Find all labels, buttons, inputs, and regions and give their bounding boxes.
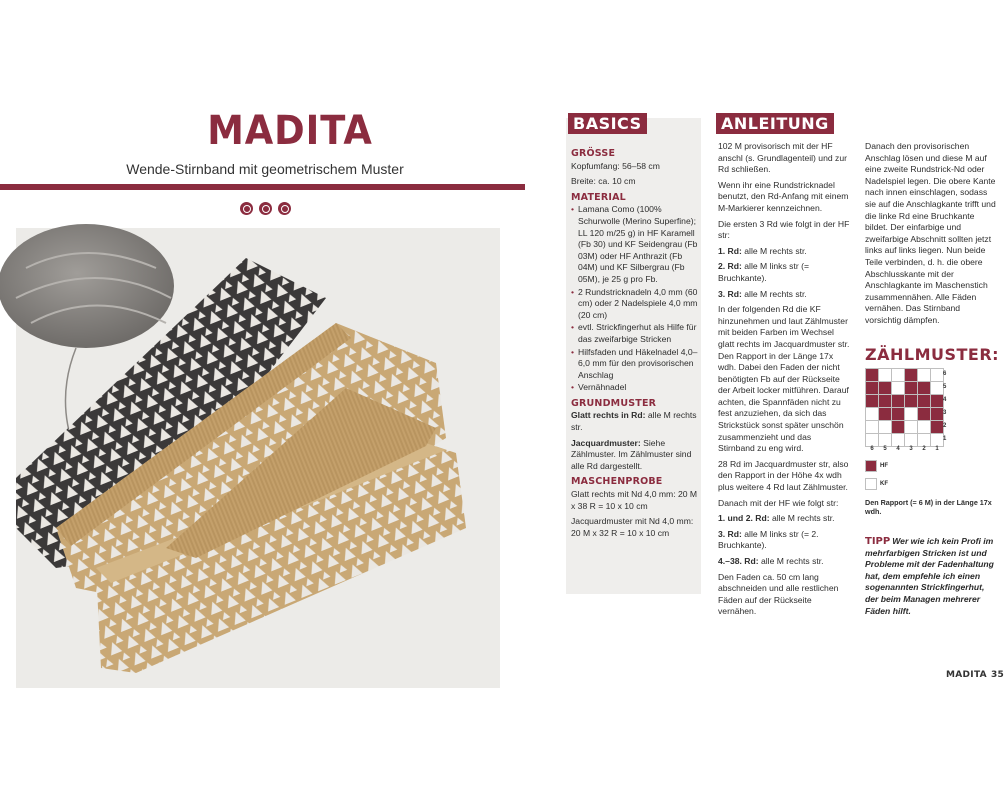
material-item: • Hilfsfaden und Häkelnadel 4,0–6,0 mm für den provisorischen Anschlag bbox=[571, 347, 699, 382]
chart-cell-kf bbox=[879, 434, 891, 446]
finishing-column bbox=[865, 141, 997, 331]
chart-cell-hf bbox=[918, 382, 930, 394]
chart-col-number: 6 bbox=[870, 446, 874, 452]
chart-col-number: 5 bbox=[883, 446, 887, 452]
glatt-text: Glatt rechts in Rd: alle M rechts str. bbox=[571, 410, 697, 433]
chart-cell-kf bbox=[866, 408, 878, 420]
material-heading: MATERIAL bbox=[571, 191, 626, 203]
chart-row-number: 3 bbox=[943, 410, 947, 416]
breite-text: Breite: ca. 10 cm bbox=[571, 176, 636, 187]
material-item: • 2 Rundstricknadeln 4,0 mm (60 cm) oder 2 Nadelspiele 4,0 mm (20 cm) bbox=[571, 287, 699, 322]
legend-kf-label: KF bbox=[880, 481, 888, 487]
page-subtitle: Wende-Stirnband mit geometrischem Muster bbox=[126, 161, 404, 177]
chart-cell-kf bbox=[918, 369, 930, 381]
chart-cell-hf bbox=[892, 408, 904, 420]
round-step: 1. und 2. Rd: alle M rechts str. bbox=[718, 513, 835, 524]
groesse-heading: GRÖSSE bbox=[571, 148, 616, 159]
chart-cell-kf bbox=[866, 434, 878, 446]
chart-cell-hf bbox=[866, 382, 878, 394]
chart-cell-kf bbox=[866, 421, 878, 433]
chart-cell-kf bbox=[918, 434, 930, 446]
chart-col-numbers bbox=[866, 446, 943, 452]
kopfumfang-text: Kopfumfang: 56–58 cm bbox=[571, 160, 660, 171]
chart-row-number: 1 bbox=[943, 436, 947, 442]
headband-illustration bbox=[16, 228, 500, 688]
page-number: 35 bbox=[990, 670, 1004, 680]
zaehlmuster-title: ZÄHLMUSTER: bbox=[865, 345, 1000, 364]
page-title: MADITA bbox=[207, 108, 373, 154]
anleitung-paragraph: 102 M provisorisch mit der HF anschl (s. Grundlagenteil) und zur Rd schließen. bbox=[718, 141, 847, 175]
tipp-box bbox=[865, 536, 997, 617]
chart-cell-hf bbox=[866, 395, 878, 407]
chart-col-number: 1 bbox=[935, 446, 939, 452]
tipp-text: Wer wie ich kein Profi im mehrfarbigen Stricken ist und Probleme mit der Fadenhaltung hat, dem empfehle ich einen sogenannten Strickfingerhut, der beim Managen mehrerer Fäden hilft. bbox=[865, 536, 994, 616]
material-item: • Lamana Como (100% Schurwolle (Merino Superfine); LL 120 m/25 g) in HF Karamell (Fb 30) und KF Seidengrau (Fb 03M) oder HF Anthrazit (Fb 04M) und KF Silbergrau (Fb 05M), je 25 g pro Fb. bbox=[571, 204, 699, 285]
tipp-label: TIPP bbox=[865, 536, 891, 547]
chart-cell-hf bbox=[879, 395, 891, 407]
difficulty-icons bbox=[240, 202, 291, 215]
yarn-ball-icon bbox=[240, 202, 253, 215]
chart-cell-hf bbox=[931, 408, 943, 420]
chart-col-number: 3 bbox=[909, 446, 913, 452]
legend-hf-swatch bbox=[865, 460, 877, 472]
round-step: 4.–38. Rd: alle M rechts str. bbox=[718, 556, 824, 566]
footer-title: MADITA bbox=[946, 670, 987, 680]
chart-cell-kf bbox=[892, 434, 904, 446]
chart-col-number: 2 bbox=[922, 446, 926, 452]
anleitung-paragraph: 28 Rd im Jacquardmuster str, also den Rapport in der Höhe 4x wdh plus weitere 4 Rd laut Zählmuster. bbox=[718, 458, 849, 493]
chart-cell-hf bbox=[931, 395, 943, 407]
chart-cell-hf bbox=[892, 421, 904, 433]
chart-cell-kf bbox=[879, 369, 891, 381]
chart-cell-hf bbox=[879, 382, 891, 394]
chart-cell-kf bbox=[931, 382, 943, 394]
yarn-ball-icon bbox=[278, 202, 291, 215]
anleitung-paragraph: In der folgenden Rd die KF hinzunehmen und laut Zählmuster mit beiden Farben im Wechsel glatt rechts im Jacquardmuster str. Den Rapport in der Länge 17x wdh. Dabei den Faden der nicht benötigten Fb auf der Rückseite der Arbeit locker mitführen. Darauf achten, die Spannfäden nicht zu fest anzuziehen, da sich das Strickstück sonst später unschön zusammenzieht und das Stirnband zu eng wird. bbox=[718, 304, 850, 454]
chart-cell-kf bbox=[892, 382, 904, 394]
chart-cell-kf bbox=[892, 369, 904, 381]
chart-cell-hf bbox=[905, 369, 917, 381]
maschenprobe-heading: MASCHENPROBE bbox=[571, 476, 663, 488]
chart-cell-kf bbox=[931, 434, 943, 446]
round-step: 3. Rd: alle M links str (= 2. Bruchkante). bbox=[718, 528, 819, 551]
grundmuster-heading: GRUNDMUSTER bbox=[571, 397, 657, 409]
chart-cell-kf bbox=[905, 434, 917, 446]
round-step: 1. Rd: alle M rechts str. bbox=[718, 245, 807, 256]
chart-cell-hf bbox=[931, 421, 943, 433]
rapport-note: Den Rapport (= 6 M) in der Länge 17x wdh. bbox=[865, 498, 992, 516]
chart-row-number: 4 bbox=[943, 397, 947, 403]
chart-cell-kf bbox=[931, 369, 943, 381]
legend-kf bbox=[865, 478, 888, 490]
chart-row-number: 5 bbox=[943, 384, 947, 390]
maschenprobe-jacquard: Jacquardmuster mit Nd 4,0 mm: 20 M x 32 R = 10 x 10 cm bbox=[571, 516, 694, 538]
chart-cell-kf bbox=[879, 421, 891, 433]
headband-photo bbox=[16, 228, 500, 688]
yarn-ball-icon bbox=[259, 202, 272, 215]
anleitung-tag: ANLEITUNG bbox=[716, 113, 834, 134]
chart-cell-kf bbox=[905, 408, 917, 420]
chart-cell-hf bbox=[905, 395, 917, 407]
chart-cell-kf bbox=[905, 421, 917, 433]
chart-cell-hf bbox=[905, 382, 917, 394]
round-step: 3. Rd: alle M rechts str. bbox=[718, 288, 807, 299]
chart-row-number: 6 bbox=[943, 371, 947, 377]
anleitung-column bbox=[718, 141, 850, 622]
chart-grid bbox=[865, 368, 947, 447]
chart-row-number: 2 bbox=[943, 423, 947, 429]
material-list bbox=[571, 204, 699, 394]
maschenprobe-glatt: Glatt rechts mit Nd 4,0 mm: 20 M x 38 R = 10 x 10 cm bbox=[571, 489, 698, 511]
round-step: 2. Rd: alle M links str (= Bruchkante). bbox=[718, 261, 809, 283]
chart-cell-hf bbox=[892, 395, 904, 407]
anleitung-paragraph: Den Faden ca. 50 cm lang abschneiden und alle restlichen Fäden auf der Rückseite vernähen. bbox=[718, 571, 839, 617]
jacquard-text: Jacquardmuster: Siehe Zählmuster. Im Zählmuster sind alle Rd dargestellt. bbox=[571, 437, 692, 471]
material-item: • evtl. Strickfingerhut als Hilfe für das zweifarbige Stricken bbox=[571, 322, 699, 345]
material-item: • Vernähnadel bbox=[571, 382, 699, 394]
basics-tag: BASICS bbox=[568, 113, 647, 134]
basics-column bbox=[571, 144, 699, 543]
legend-hf-label: HF bbox=[880, 463, 888, 469]
chart-cell-hf bbox=[918, 408, 930, 420]
chart-cell-hf bbox=[866, 369, 878, 381]
anleitung-paragraph: Wenn ihr eine Rundstricknadel benutzt, den Rd-Anfang mit einem M-Markierer kennzeichnen. bbox=[718, 179, 849, 213]
title-rule bbox=[0, 184, 525, 190]
legend-hf bbox=[865, 460, 888, 472]
anleitung-paragraph: Danach mit der HF wie folgt str: bbox=[718, 497, 839, 508]
anleitung-paragraph: Die ersten 3 Rd wie folgt in der HF str: bbox=[718, 218, 850, 241]
chart-cell-hf bbox=[879, 408, 891, 420]
page-footer bbox=[946, 670, 1004, 680]
chart-col-number: 4 bbox=[896, 446, 900, 452]
legend-kf-swatch bbox=[865, 478, 877, 490]
finishing-paragraph: Danach den provisorischen Anschlag lösen und diese M auf eine zweite Rundstrick-Nd oder Nadelspiel legen. Die obere Kante nach innen einschlagen, sodass sie auf die Anschlagkante trifft und die linke Rd eine Bruchkante bildet. Der einfarbige und zweifarbige Abschnitt sollten jetzt links auf links liegen. Nun beide Teile verbinden, d. h. die obere Abschlusskante mit der Anschlagkante im Maschenstich zusammennähen. Alle Fäden vernähen. Das Stirnband vorsichtig dämpfen. bbox=[865, 141, 996, 325]
yarn-ball bbox=[0, 224, 174, 348]
chart-cell-hf bbox=[918, 395, 930, 407]
chart-cell-kf bbox=[918, 421, 930, 433]
